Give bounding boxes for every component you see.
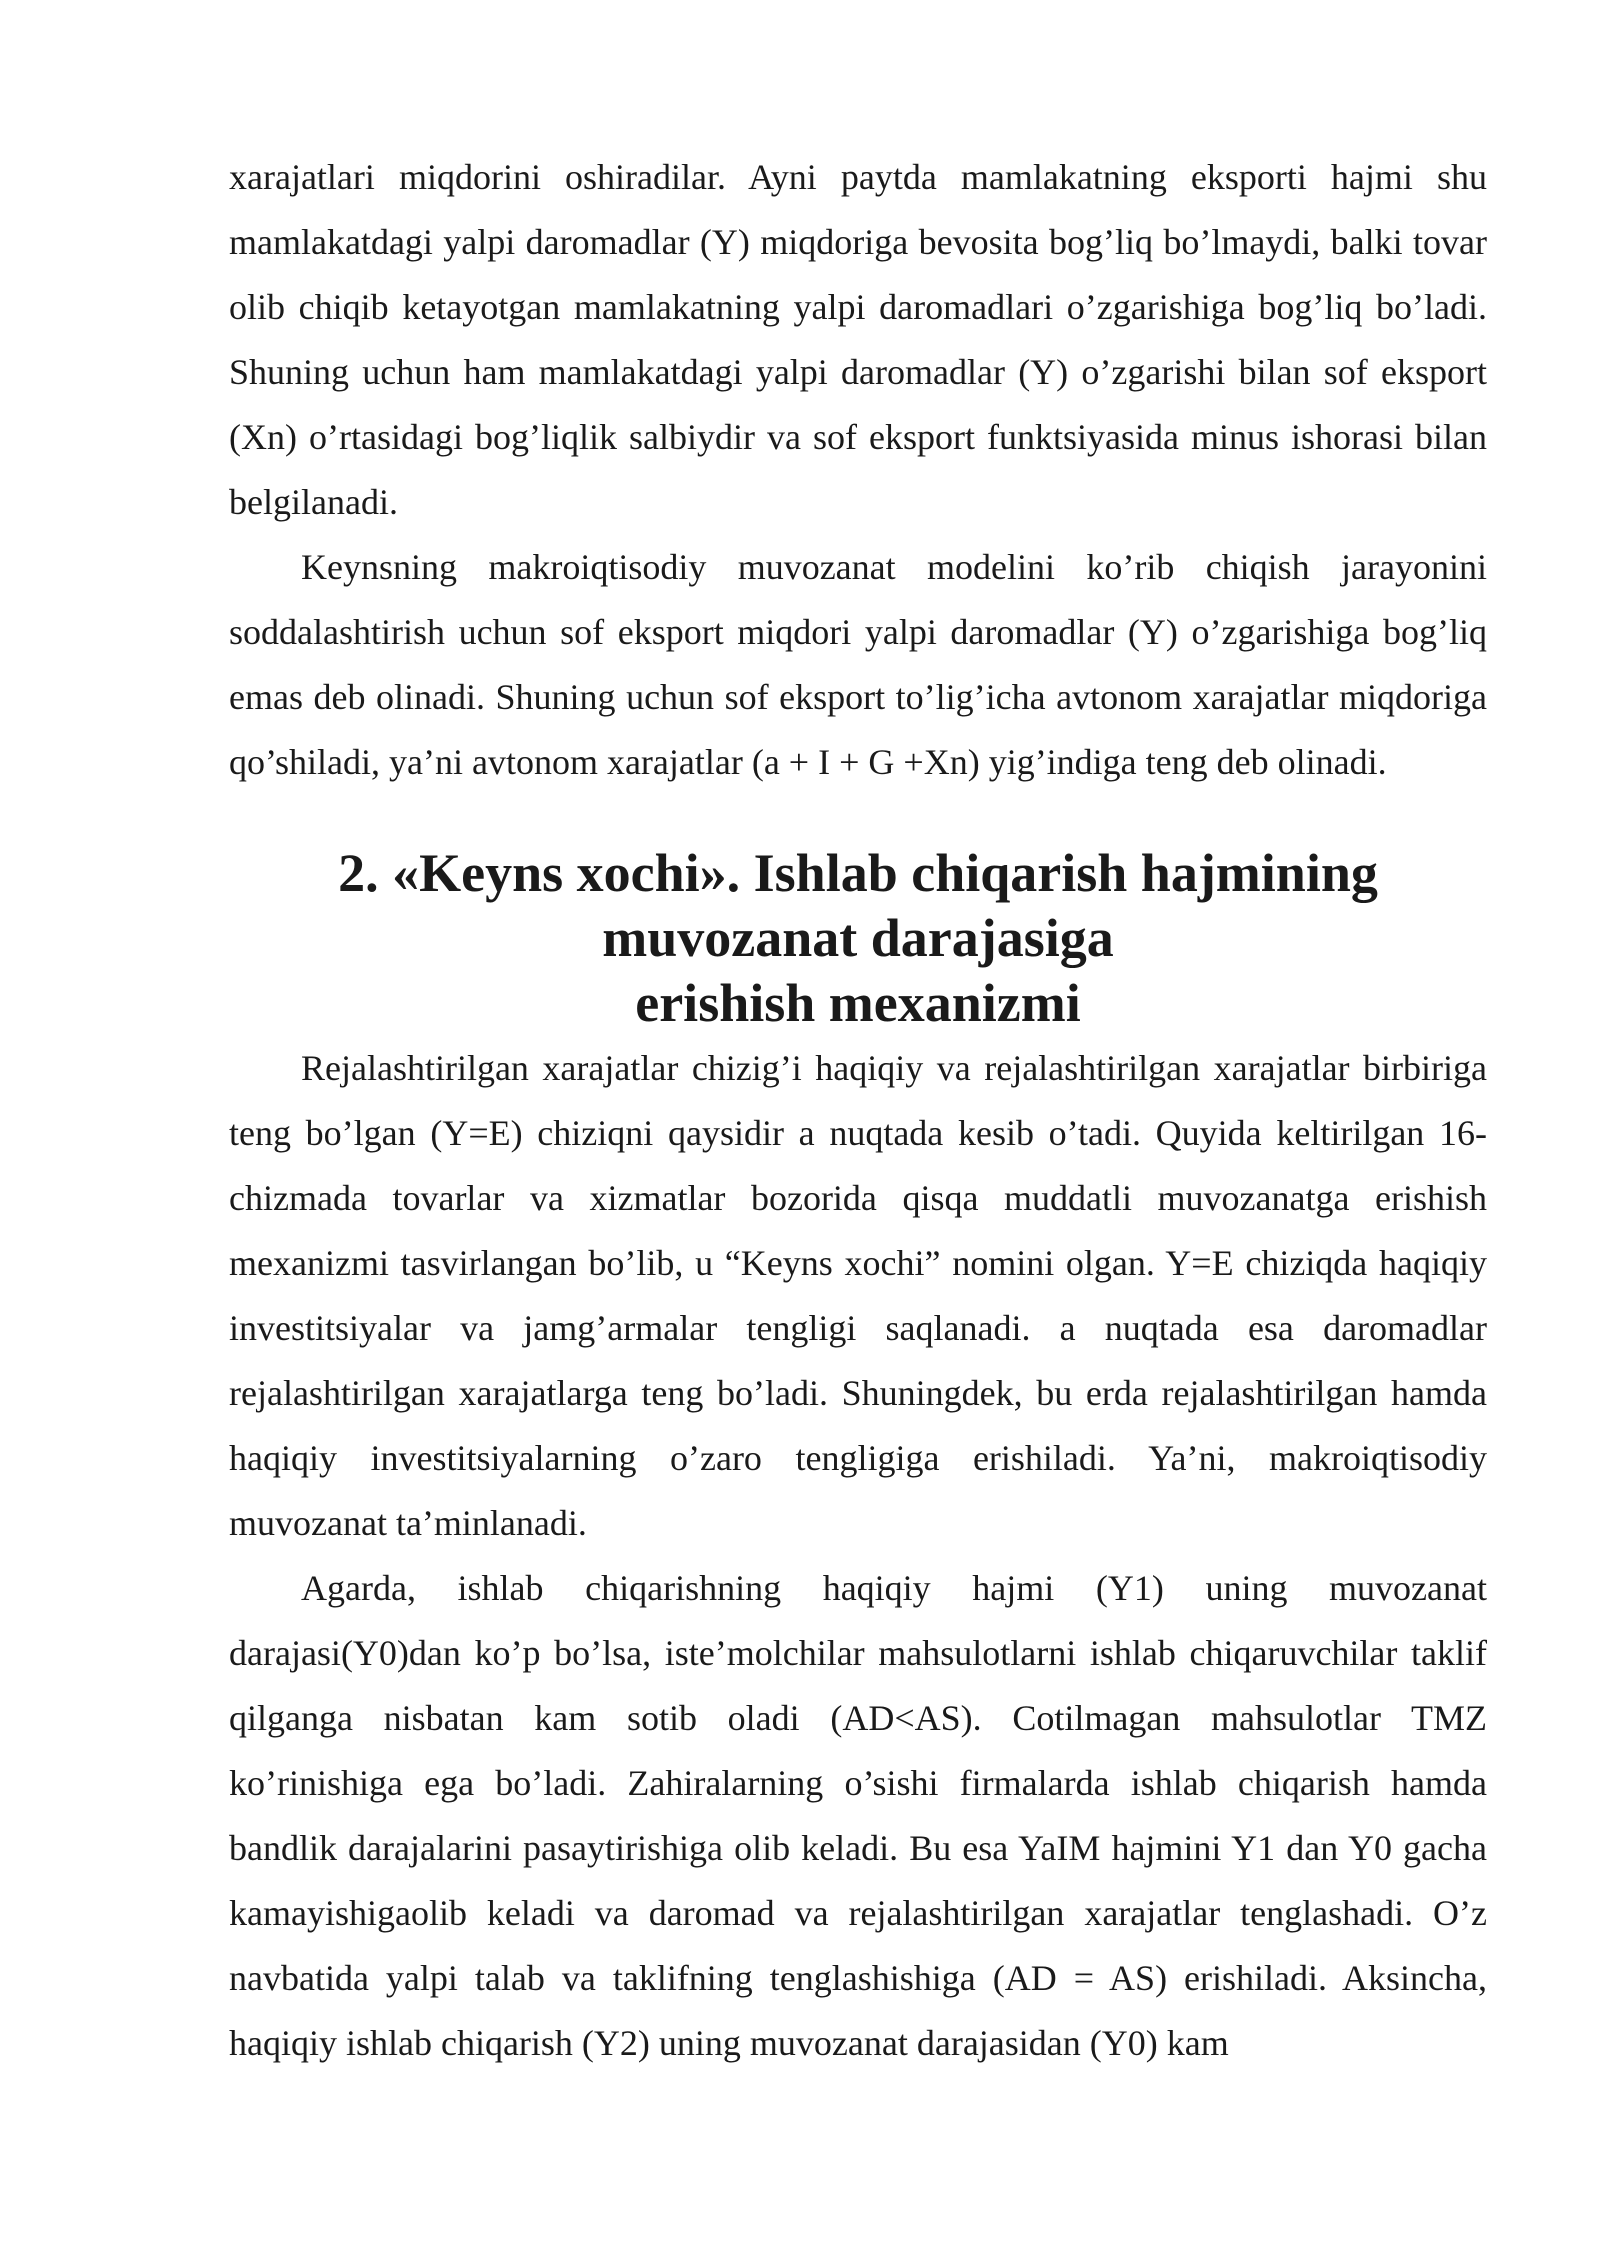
section-heading — [229, 841, 1487, 1036]
paragraph-keynes-cross: Rejalashtirilgan xarajatlar chizig’i haqiqiy va rejalashtirilgan xarajatlar birbiriga teng bo’lgan (Y=E) chiziqni qaysidir a nuqtada kesib o’tadi. Quyida keltirilgan 16-chizmada tovarlar va xizmatlar bozorida qisqa muddatli muvozanatga erishish mexanizmi tasvirlangan bo’lib, u “Keyns xochi” nomini olgan. Y=E chiziqda haqiqiy investitsiyalar va jamg’armalar tengligi saqlanadi. a nuqtada esa daromadlar rejalashtirilgan xarajatlarga teng bo’ladi. Shuningdek, bu erda rejalashtirilgan hamda haqiqiy investitsiyalarning o’zaro tengligiga erishiladi. Ya’ni, makroiqtisodiy muvozanat ta’minlanadi. — [229, 1048, 1487, 1543]
paragraph-equilibrium-adjustment: Agarda, ishlab chiqarishning haqiqiy hajmi (Y1) uning muvozanat darajasi(Y0)dan ko’p bo’lsa, iste’molchilar mahsulotlarni ishlab chiqaruvchilar taklif qilganga nisbatan kam sotib oladi (AD<AS). Cotilmagan mahsulotlar TMZ ko’rinishiga ega bo’ladi. Zahiralarning o’sishi firmalarda ishlab chiqarish hamda bandlik darajalarini pasaytirishiga olib keladi. Bu esa YaIM hajmini Y1 dan Y0 gacha kamayishigaolib keladi va daromad va rejalashtirilgan xarajatlar tenglashadi. O’z navbatida yalpi talab va taklifning tenglashishiga (AD = AS) erishiladi. Aksincha, haqiqiy ishlab chiqarish (Y2) uning muvozanat darajasidan (Y0) kam — [229, 1568, 1487, 2063]
paragraph-keynes-model-simplification: Keynsning makroiqtisodiy muvozanat modelini ko’rib chiqish jarayonini soddalashtirish uchun sof eksport miqdori yalpi daromadlar (Y) o’zgarishiga bog’liq emas deb olinadi. Shuning uchun sof eksport to’lig’icha avtonom xarajatlar miqdoriga qo’shiladi, ya’ni avtonom xarajatlar (a + I + G +Xn) yig’indiga teng deb olinadi. — [229, 547, 1487, 782]
paragraph-export-dependency: xarajatlari miqdorini oshiradilar. Ayni paytda mamlakatning eksporti hajmi shu mamlakatdagi yalpi daromadlar (Y) miqdoriga bevosita bog’liq bo’lmaydi, balki tovar olib chiqib ketayotgan mamlakatning yalpi daromadlari o’zgarishiga bog’liq bo’ladi. Shuning uchun ham mamlakatdagi yalpi daromadlar (Y) o’zgarishi bilan sof eksport (Xn) o’rtasidagi bog’liqlik salbiydir va sof eksport funktsiyasida minus ishorasi bilan belgilanadi. — [229, 157, 1487, 522]
section-heading-line-2: erishish mexanizmi — [635, 973, 1081, 1033]
document-page — [229, 145, 1487, 2076]
section-heading-line-1: 2. «Keyns xochi». Ishlab chiqarish hajmining muvozanat darajasiga — [338, 843, 1378, 968]
